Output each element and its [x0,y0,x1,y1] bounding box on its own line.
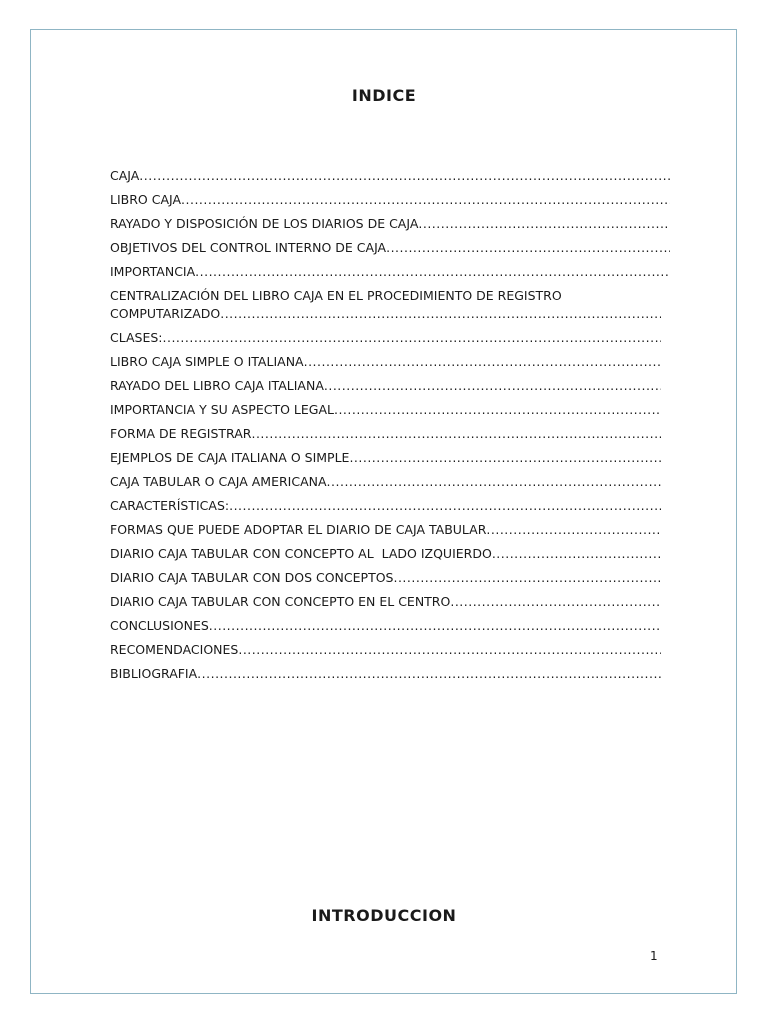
toc-entry-label: FORMAS QUE PUEDE ADOPTAR EL DIARIO DE CAJA TABULAR [110,522,487,537]
toc-dot-leader [163,326,661,350]
toc-entry [110,638,661,662]
toc-entry-label: RAYADO DEL LIBRO CAJA ITALIANA [110,378,324,393]
toc-entry-label: DIARIO CAJA TABULAR CON CONCEPTO AL LADO IZQUIERDO [110,546,492,561]
toc-entry [110,446,661,470]
toc-entry [110,470,661,494]
toc-dot-leader [393,566,661,590]
toc-dot-leader [181,188,670,212]
toc-entry-label: CAJA TABULAR O CAJA AMERICANA [110,474,327,489]
toc-entry [110,284,670,326]
toc-dot-leader [251,422,661,446]
toc-entry [110,494,661,518]
toc-entry-label: IMPORTANCIA Y SU ASPECTO LEGAL [110,402,334,417]
toc-entry-label: EJEMPLOS DE CAJA ITALIANA O SIMPLE [110,450,350,465]
document-title: INDICE [351,86,417,105]
toc-dot-leader [197,662,661,686]
toc-dot-leader [450,590,661,614]
toc-entry [110,542,661,566]
toc-dot-leader [334,398,661,422]
toc-entry-label: CONCLUSIONES [110,618,209,633]
toc-entry [110,374,661,398]
toc-entry-label: CLASES: [110,330,163,345]
toc-entry-label: IMPORTANCIA [110,264,196,279]
toc-entry-label: DIARIO CAJA TABULAR CON CONCEPTO EN EL CENTRO [110,594,451,609]
toc-entry-label: FORMA DE REGISTRAR [110,426,252,441]
toc-entry [110,260,670,284]
toc-entry-label: OBJETIVOS DEL CONTROL INTERNO DE CAJA [110,240,387,255]
toc-entry-label: CENTRALIZACIÓN DEL LIBRO CAJA EN EL PROCEDIMIENTO DE REGISTRO [110,288,562,303]
toc-entry [110,590,661,614]
toc-entry [110,422,661,446]
toc-dot-leader [418,212,670,236]
toc-dot-leader [304,350,661,374]
toc-dot-leader [327,470,661,494]
toc-entry-label: RAYADO Y DISPOSICIÓN DE LOS DIARIOS DE CAJA [110,216,419,231]
page-number: 1 [650,949,658,963]
toc-dot-leader [386,236,670,260]
toc-entry-label: LIBRO CAJA [110,192,182,207]
table-of-contents [110,164,670,686]
toc-entry-label: DIARIO CAJA TABULAR CON DOS CONCEPTOS [110,570,394,585]
toc-entry-label: CARACTERÍSTICAS: [110,498,230,513]
toc-entry [110,614,661,638]
toc-dot-leader [486,518,661,542]
toc-dot-leader [195,260,670,284]
section-heading: INTRODUCCION [311,906,457,925]
toc-entry [110,326,661,350]
toc-entry-continuation [110,305,661,323]
toc-entry-label: COMPUTARIZADO [110,306,221,321]
toc-entry [110,398,661,422]
toc-dot-leader [349,446,661,470]
toc-entry [110,188,670,212]
toc-dot-leader [139,164,670,188]
toc-entry [110,164,670,188]
toc-dot-leader [220,305,661,323]
toc-entry [110,212,670,236]
toc-dot-leader [229,494,661,518]
toc-dot-leader [324,374,661,398]
toc-entry [110,350,661,374]
toc-dot-leader [492,542,661,566]
toc-dot-leader [238,638,661,662]
toc-entry [110,518,661,542]
toc-entry [110,566,661,590]
toc-entry-label: CAJA [110,168,140,183]
toc-entry [110,662,661,686]
toc-dot-leader [209,614,661,638]
toc-entry-label: LIBRO CAJA SIMPLE O ITALIANA [110,354,304,369]
toc-entry-label: RECOMENDACIONES [110,642,239,657]
toc-entry [110,236,670,260]
toc-entry-label: BIBLIOGRAFIA [110,666,198,681]
